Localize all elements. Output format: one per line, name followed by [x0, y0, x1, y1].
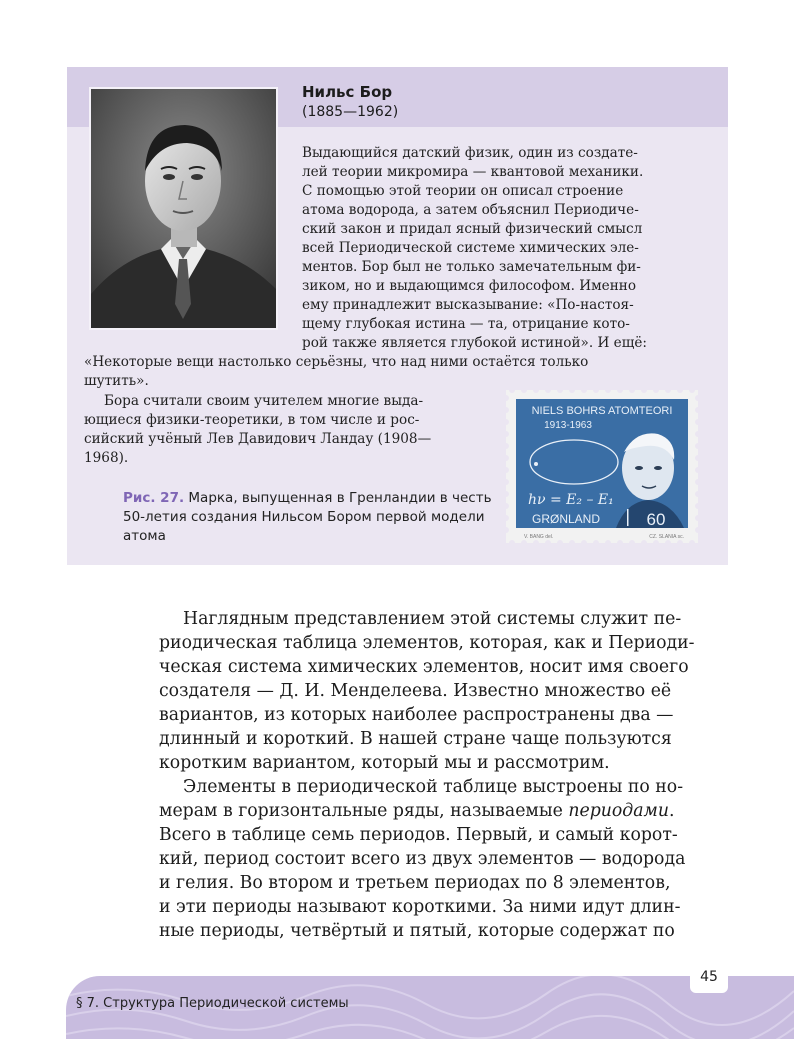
- stamp-value: 60: [646, 510, 666, 529]
- bio-line: зиком, но и выдающимся философом. Именно: [302, 278, 637, 294]
- bio-line: сийский учёный Лев Давидович Ландау (1908—: [84, 431, 432, 447]
- figure-caption: [123, 489, 503, 546]
- figure-label: Рис. 27.: [123, 490, 185, 506]
- bio-line: атома водорода, а затем объяснил Периодиче-: [302, 202, 639, 218]
- bio-line: шутить».: [84, 373, 149, 389]
- bio-line: Бора считали своим учителем многие выда-: [104, 393, 424, 409]
- main-text-line: кий, период состоит всего из двух элементов — водорода: [159, 849, 686, 869]
- term-period-mark: .: [669, 801, 675, 821]
- stamp-title: NIELS BOHRS ATOMTEORI: [531, 405, 673, 417]
- bio-line: ский закон и придал ясный физический смысл: [302, 221, 643, 237]
- stamp-drawing: [506, 390, 698, 543]
- main-text-segment: мерам в горизонтальные ряды, называемые: [159, 801, 569, 821]
- main-text-line: создателя — Д. И. Менделеева. Известно множество её: [159, 681, 672, 701]
- bio-line: С помощью этой теории он описал строение: [302, 183, 624, 199]
- person-name: Нильс Бор: [302, 83, 393, 101]
- greenland-stamp: [506, 390, 698, 543]
- bio-line: рой также является глубокой истиной». И ещё:: [302, 335, 647, 351]
- main-text-line: Элементы в периодической таблице выстроены по но-: [183, 777, 684, 797]
- page-number: 45: [690, 961, 728, 993]
- footer-section-title: § 7. Структура Периодической системы: [76, 996, 349, 1011]
- stamp-dates: 1913-1963: [544, 420, 592, 431]
- person-years: (1885—1962): [302, 104, 399, 120]
- portrait-photo-niels-bohr: [89, 87, 278, 330]
- main-text-line: ные периоды, четвёртый и пятый, которые содержат по: [159, 921, 675, 941]
- main-text-line: и гелия. Во втором и третьем периодах по 8 элементов,: [159, 873, 671, 893]
- bio-line: лей теории микромира — квантовой механики.: [302, 164, 644, 180]
- main-text-line: [159, 800, 675, 823]
- main-text-line: ческая система химических элементов, носит имя своего: [159, 657, 689, 677]
- main-text-line: Наглядным представлением этой системы служит пе-: [183, 609, 682, 629]
- stamp-formula: hν = E₂ – E₁: [528, 492, 614, 508]
- main-text-line: коротким вариантом, который мы и рассмотрим.: [159, 753, 610, 773]
- bio-line: «Некоторые вещи настолько серьёзны, что над ними остаётся только: [84, 354, 589, 370]
- main-text-line: длинный и короткий. В нашей стране чаще пользуются: [159, 729, 672, 749]
- bio-line: всей Периодической системе химических эле-: [302, 240, 639, 256]
- bio-line: Выдающийся датский физик, один из создате-: [302, 145, 638, 161]
- bio-line: ему принадлежит высказывание: «По-настоя-: [302, 297, 634, 313]
- main-text-line: Всего в таблице семь периодов. Первый, и самый корот-: [159, 825, 678, 845]
- stamp-designer: V. BANG del.: [524, 534, 554, 540]
- stamp-country: GRØNLAND: [531, 512, 601, 526]
- figure-caption-text: Марка, выпущенная в Гренландии в честь 50-летия создания Нильсом Бором первой модели атома: [123, 490, 492, 544]
- bio-line: ментов. Бор был не только замечательным фи-: [302, 259, 641, 275]
- stamp-engraver: CZ. SLANIA sc.: [649, 534, 684, 540]
- main-text-line: риодическая таблица элементов, которая, как и Периоди-: [159, 633, 695, 653]
- main-text-line: вариантов, из которых наиболее распространены два —: [159, 705, 674, 725]
- bio-line: ющиеся физики-теоретики, в том числе и рос-: [84, 412, 420, 428]
- bio-line: щему глубокая истина — та, отрицание кото-: [302, 316, 630, 332]
- term-periods: периодами: [568, 801, 670, 821]
- portrait-drawing: [91, 89, 276, 328]
- bio-line: 1968).: [84, 450, 129, 466]
- main-text-line: и эти периоды называют короткими. За ними идут длин-: [159, 897, 681, 917]
